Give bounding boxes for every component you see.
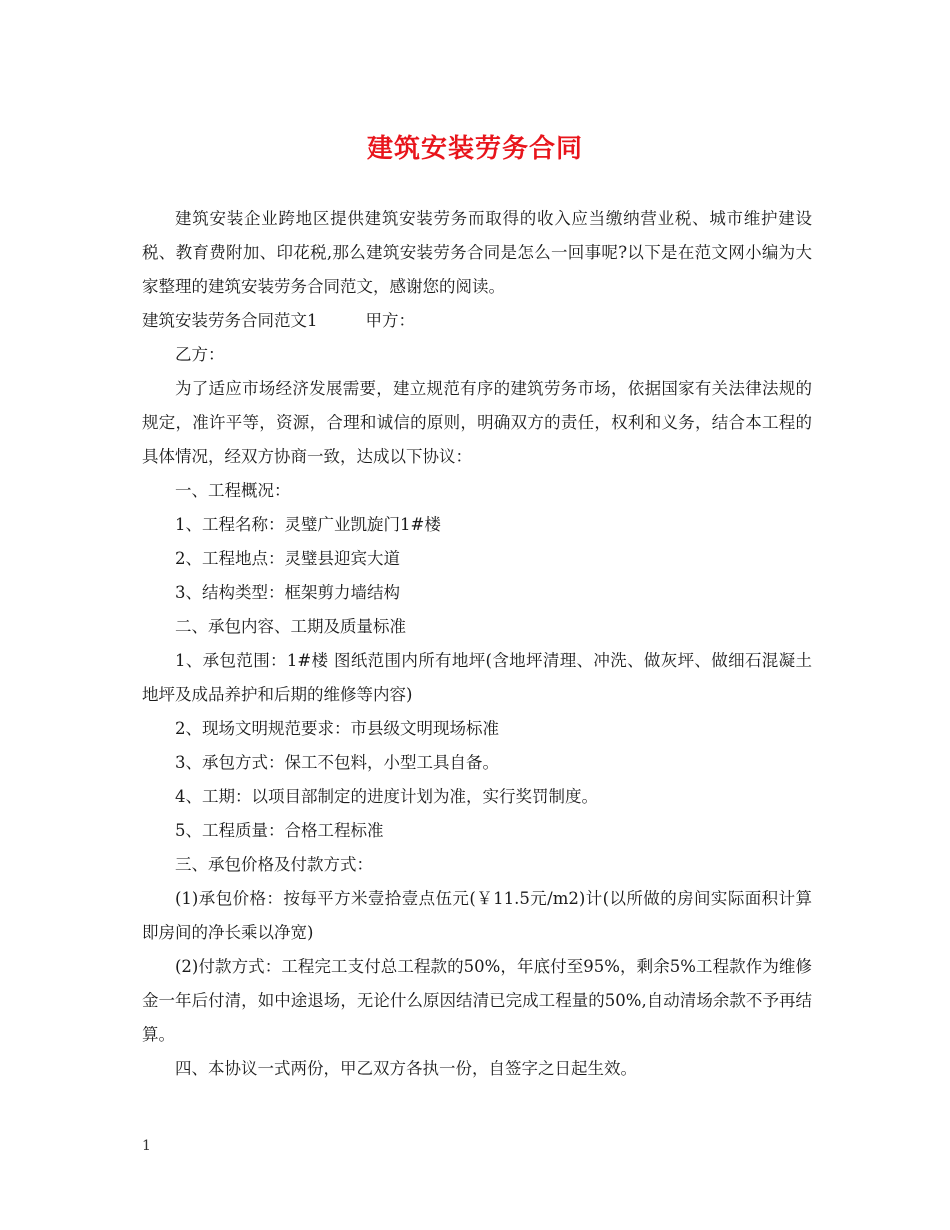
preamble-paragraph: 为了适应市场经济发展需要，建立规范有序的建筑劳务市场，依据国家有关法律法规的规定，准许平等，资源，合理和诚信的原则，明确双方的责任，权利和义务，结合本工程的具体情况，经双方协商一致，达成以下协议： <box>142 379 812 466</box>
site-standard-item: 2、现场文明规范要求：市县级文明现场标准 <box>175 719 499 738</box>
price-item: (1)承包价格：按每平方米壹拾壹点伍元(￥11.5元/m2)计(以所做的房间实际面积计算即房间的净长乘以净宽) <box>142 889 812 942</box>
structure-type-item: 3、结构类型：框架剪力墙结构 <box>175 583 400 602</box>
project-name-item: 1、工程名称：灵璧广业凯旋门1#楼 <box>175 515 441 534</box>
schedule-item: 4、工期：以项目部制定的进度计划为准，实行奖罚制度。 <box>175 787 598 806</box>
section-heading-3: 三、承包价格及付款方式： <box>175 855 373 874</box>
party-a-label: 甲方： <box>365 311 415 330</box>
section-heading-2: 二、承包内容、工期及质量标准 <box>175 617 406 636</box>
intro-paragraph: 建筑安装企业跨地区提供建筑安装劳务而取得的收入应当缴纳营业税、城市维护建设税、教育费附加、印花税,那么建筑安装劳务合同是怎么一回事呢?以下是在范文网小编为大家整理的建筑安装劳务合同范文，感谢您的阅读。 <box>142 209 812 296</box>
sample-heading: 建筑安装劳务合同范文1 <box>142 311 318 330</box>
section-heading-4: 四、本协议一式两份，甲乙双方各执一份，自签字之日起生效。 <box>175 1059 637 1078</box>
page-number: 1 <box>142 1138 151 1154</box>
section-heading-1: 一、工程概况： <box>175 481 291 500</box>
sample-heading-line <box>142 304 812 338</box>
document-title: 建筑安装劳务合同 <box>366 134 583 164</box>
document-body <box>142 202 812 1086</box>
contract-method-item: 3、承包方式：保工不包料，小型工具自备。 <box>175 753 499 772</box>
scope-item: 1、承包范围：1#楼 图纸范围内所有地坪(含地坪清理、冲洗、做灰坪、做细石混凝土地坪及成品养护和后期的维修等内容) <box>142 651 812 704</box>
party-b-label: 乙方： <box>175 345 225 364</box>
project-location-item: 2、工程地点：灵璧县迎宾大道 <box>175 549 400 568</box>
payment-item: (2)付款方式：工程完工支付总工程款的50%，年底付至95%，剩余5%工程款作为维修金一年后付清，如中途退场，无论什么原因结清已完成工程量的50%,自动清场余款不予再结算。 <box>142 957 812 1044</box>
quality-item: 5、工程质量：合格工程标准 <box>175 821 384 840</box>
